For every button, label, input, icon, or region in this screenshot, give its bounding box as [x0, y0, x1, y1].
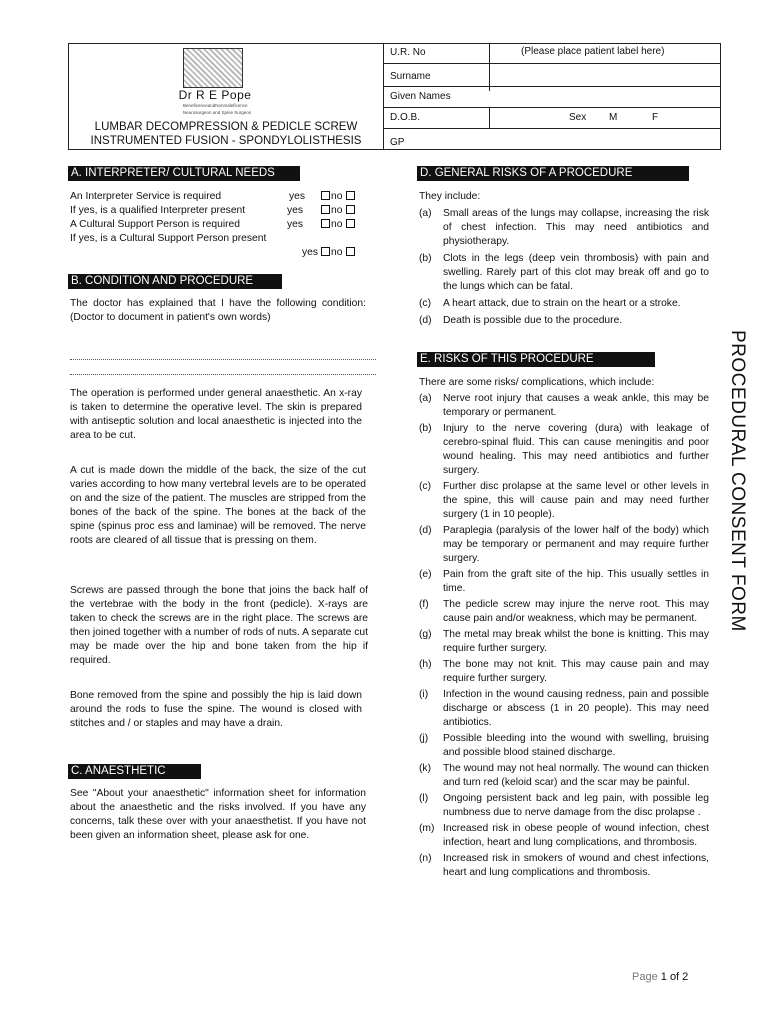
list-item-text: Death is possible due to the procedure.	[443, 315, 623, 326]
list-item-key: (f)	[419, 599, 429, 610]
yes-checkbox[interactable]	[321, 219, 330, 228]
surname-row[interactable]	[384, 66, 721, 87]
ur-label: U.R. No	[390, 47, 426, 58]
list-item-text: The wound may not heal normally. The wound can thicken and turn red (keloid scar) and the scar may be painful.	[443, 763, 709, 788]
dob-label: D.O.B.	[390, 112, 421, 123]
list-item-key: (k)	[419, 763, 432, 774]
list-item	[419, 792, 709, 820]
q-interpreter-required: An Interpreter Service is required	[70, 191, 222, 202]
divider	[489, 43, 490, 91]
q-cultural-required: A Cultural Support Person is required	[70, 219, 240, 230]
list-item-text: Further disc prolapse at the same level or other levels in the spine, this will cause pain and may need further surgery (1 in 10 people).	[443, 481, 709, 520]
list-item	[419, 252, 709, 294]
list-item	[419, 480, 709, 522]
q-interpreter-present: If yes, is a qualified Interpreter present	[70, 205, 246, 216]
list-item-key: (b)	[419, 253, 432, 264]
list-item	[419, 422, 709, 478]
page-word: Page	[632, 971, 658, 983]
list-item-text: Possible bleeding into the wound with swelling, bruising and possible blood stained discharge.	[443, 733, 709, 758]
section-b-paragraph-4: Bone removed from the spine and possibly the hip is laid down around the rods to fuse the spine. The wound is closed with stitches and / or staples and may have a drain.	[70, 690, 362, 729]
section-d-intro: They include:	[419, 191, 481, 202]
section-b-paragraph-2: A cut is made down the middle of the back, the size of the cut varies according to how many vertebral levels are to be operated on and the size of the patient. The muscles are stripped from the bones of the back of the spine. The bones at the back of the spine (spinus proc ess and laminae) will be removed. The nerve roots are cleared of all tissue that is pressing on them.	[70, 465, 366, 546]
list-item-key: (j)	[419, 733, 429, 744]
yes-label: yes	[287, 205, 304, 216]
list-item-key: (a)	[419, 393, 432, 404]
list-item	[419, 658, 709, 686]
given-names-label: Given Names	[390, 91, 451, 102]
no-label: no	[331, 205, 343, 216]
no-label: no	[331, 247, 343, 258]
no-checkbox[interactable]	[346, 191, 355, 200]
doctor-subtitle-2: Neurosurgeon and Spine Surgeon	[183, 110, 252, 115]
no-checkbox[interactable]	[346, 205, 355, 214]
list-item	[419, 524, 709, 566]
form-title-line2: INSTRUMENTED FUSION - SPONDYLOLISTHESIS	[90, 135, 362, 147]
list-item-text: Pain from the graft site of the hip. This usually settles in time.	[443, 569, 709, 594]
list-item-text: The metal may break whilst the bone is knitting. This may require further surgery.	[443, 629, 709, 654]
gp-row[interactable]	[384, 129, 721, 150]
patient-label-note: (Please place patient label here)	[521, 46, 665, 57]
list-item-key: (c)	[419, 298, 432, 309]
page-number: 1 of 2	[660, 971, 689, 983]
list-item	[419, 852, 709, 880]
gp-label: GP	[390, 137, 405, 148]
list-item-text: The bone may not knit. This may cause pain and may require further surgery.	[443, 659, 709, 684]
no-label: no	[331, 191, 343, 202]
list-item-text: Increased risk in obese people of wound infection, chest infection, heart and lung complications, and thrombosis.	[443, 823, 709, 848]
section-b-paragraph-1: The operation is performed under general anaesthetic. An x-ray is taken to determine the operative level. The skin is prepared with antiseptic solution and local anaesthetic is injected into the area to be cut.	[70, 388, 362, 441]
section-e-intro: There are some risks/ complications, which include:	[419, 377, 655, 388]
list-item	[419, 732, 709, 760]
section-b-paragraph-3: Screws are passed through the bone that joins the back half of the vertebrae with the body in the front (pedicle). X-rays are taken to check the screws are in the right place. The screws are then joined together with a number of rods of nuts. A separate cut may be made over the hip and bone taken from the hip if required.	[70, 585, 368, 666]
given-names-row[interactable]	[384, 87, 721, 108]
dob-row[interactable]	[384, 108, 721, 129]
yes-label: yes	[289, 191, 306, 202]
doctor-subtitle-1: BeneficenceandNonmaleficence	[183, 103, 248, 108]
sex-label: Sex	[569, 112, 587, 123]
section-e-list	[419, 392, 709, 882]
yes-checkbox[interactable]	[321, 247, 330, 256]
ur-row[interactable]	[384, 43, 721, 64]
yes-checkbox[interactable]	[321, 205, 330, 214]
list-item-key: (i)	[419, 689, 429, 700]
list-item-text: Paraplegia (paralysis of the lower half of the body) which may be temporary or permanent and may require further surgery.	[443, 525, 709, 564]
list-item-key: (g)	[419, 629, 432, 640]
list-item-text: Injury to the nerve covering (dura) with leakage of cerebro-spinal fluid. This can cause meningitis and poor wound healing. This may need antibiotics and further surgery.	[443, 423, 709, 476]
condition-write-line[interactable]	[70, 374, 376, 375]
list-item-key: (b)	[419, 423, 432, 434]
list-item-text: Clots in the legs (deep vein thrombosis) with pain and swelling. Rarely part of this clot may break off and go to the lungs which can be fatal.	[443, 253, 709, 292]
list-item-text: Increased risk in smokers of wound and chest infections, heart and lung complications and thrombosis.	[443, 853, 709, 878]
section-d-list	[419, 207, 709, 331]
sex-f[interactable]: F	[652, 112, 659, 123]
list-item	[419, 762, 709, 790]
section-e-heading: E. RISKS OF THIS PROCEDURE	[417, 352, 655, 367]
doctor-name: Dr R E Pope	[178, 88, 252, 102]
list-item	[419, 392, 709, 420]
no-checkbox[interactable]	[346, 219, 355, 228]
list-item-text: A heart attack, due to strain on the heart or a stroke.	[443, 298, 681, 309]
section-a-heading: A. INTERPRETER/ CULTURAL NEEDS	[68, 166, 300, 181]
form-title-line1: LUMBAR DECOMPRESSION & PEDICLE SCREW	[94, 121, 358, 133]
section-c-paragraph: See "About your anaesthetic" information sheet for information about the anaesthetic and the risks involved. If you have any concerns, talk these over with your anaesthetist. If you have not been given an information sheet, please ask for one.	[70, 788, 366, 841]
list-item	[419, 568, 709, 596]
side-title: PROCEDURAL CONSENT FORM	[727, 330, 748, 632]
list-item-key: (h)	[419, 659, 432, 670]
list-item-text: Infection in the wound causing redness, pain and possible discharge or abscess (1 in 20 people). This may need antibiotics.	[443, 689, 709, 728]
yes-label: yes	[302, 247, 319, 258]
list-item-key: (n)	[419, 853, 432, 864]
list-item	[419, 314, 709, 328]
list-item-key: (d)	[419, 525, 432, 536]
list-item	[419, 207, 709, 249]
yes-checkbox[interactable]	[321, 191, 330, 200]
list-item	[419, 628, 709, 656]
list-item-key: (l)	[419, 793, 429, 804]
list-item-text: Nerve root injury that causes a weak ankle, this may be temporary or permanent.	[443, 393, 709, 418]
list-item-text: Small areas of the lungs may collapse, increasing the risk of chest infection. This may need antibiotics and physiotherapy.	[443, 208, 709, 247]
list-item	[419, 822, 709, 850]
list-item	[419, 598, 709, 626]
logo-image	[183, 48, 243, 88]
sex-m[interactable]: M	[609, 112, 618, 123]
surname-label: Surname	[390, 71, 431, 82]
section-b-heading: B. CONDITION AND PROCEDURE	[68, 274, 282, 289]
section-b-intro: The doctor has explained that I have the following condition: (Doctor to document in patient's own words)	[70, 298, 366, 323]
section-d-heading: D. GENERAL RISKS OF A PROCEDURE	[417, 166, 689, 181]
list-item-key: (m)	[419, 823, 435, 834]
q-cultural-present: If yes, is a Cultural Support Person present	[70, 233, 267, 244]
list-item-text: The pedicle screw may injure the nerve root. This may cause pain and/or weakness, which may be permanent.	[443, 599, 709, 624]
list-item	[419, 297, 709, 311]
section-a-questions	[70, 190, 370, 260]
list-item-key: (d)	[419, 315, 432, 326]
divider	[489, 108, 490, 129]
page-indicator	[632, 971, 688, 983]
list-item	[419, 688, 709, 730]
section-c-heading: C. ANAESTHETIC	[68, 764, 201, 779]
condition-write-line[interactable]	[70, 359, 376, 360]
list-item-key: (c)	[419, 481, 432, 492]
list-item-key: (e)	[419, 569, 432, 580]
list-item-key: (a)	[419, 208, 432, 219]
list-item-text: Ongoing persistent back and leg pain, with possible leg numbness due to nerve damage from the disc prolapse .	[443, 793, 709, 818]
no-checkbox[interactable]	[346, 247, 355, 256]
no-label: no	[331, 219, 343, 230]
yes-label: yes	[287, 219, 304, 230]
